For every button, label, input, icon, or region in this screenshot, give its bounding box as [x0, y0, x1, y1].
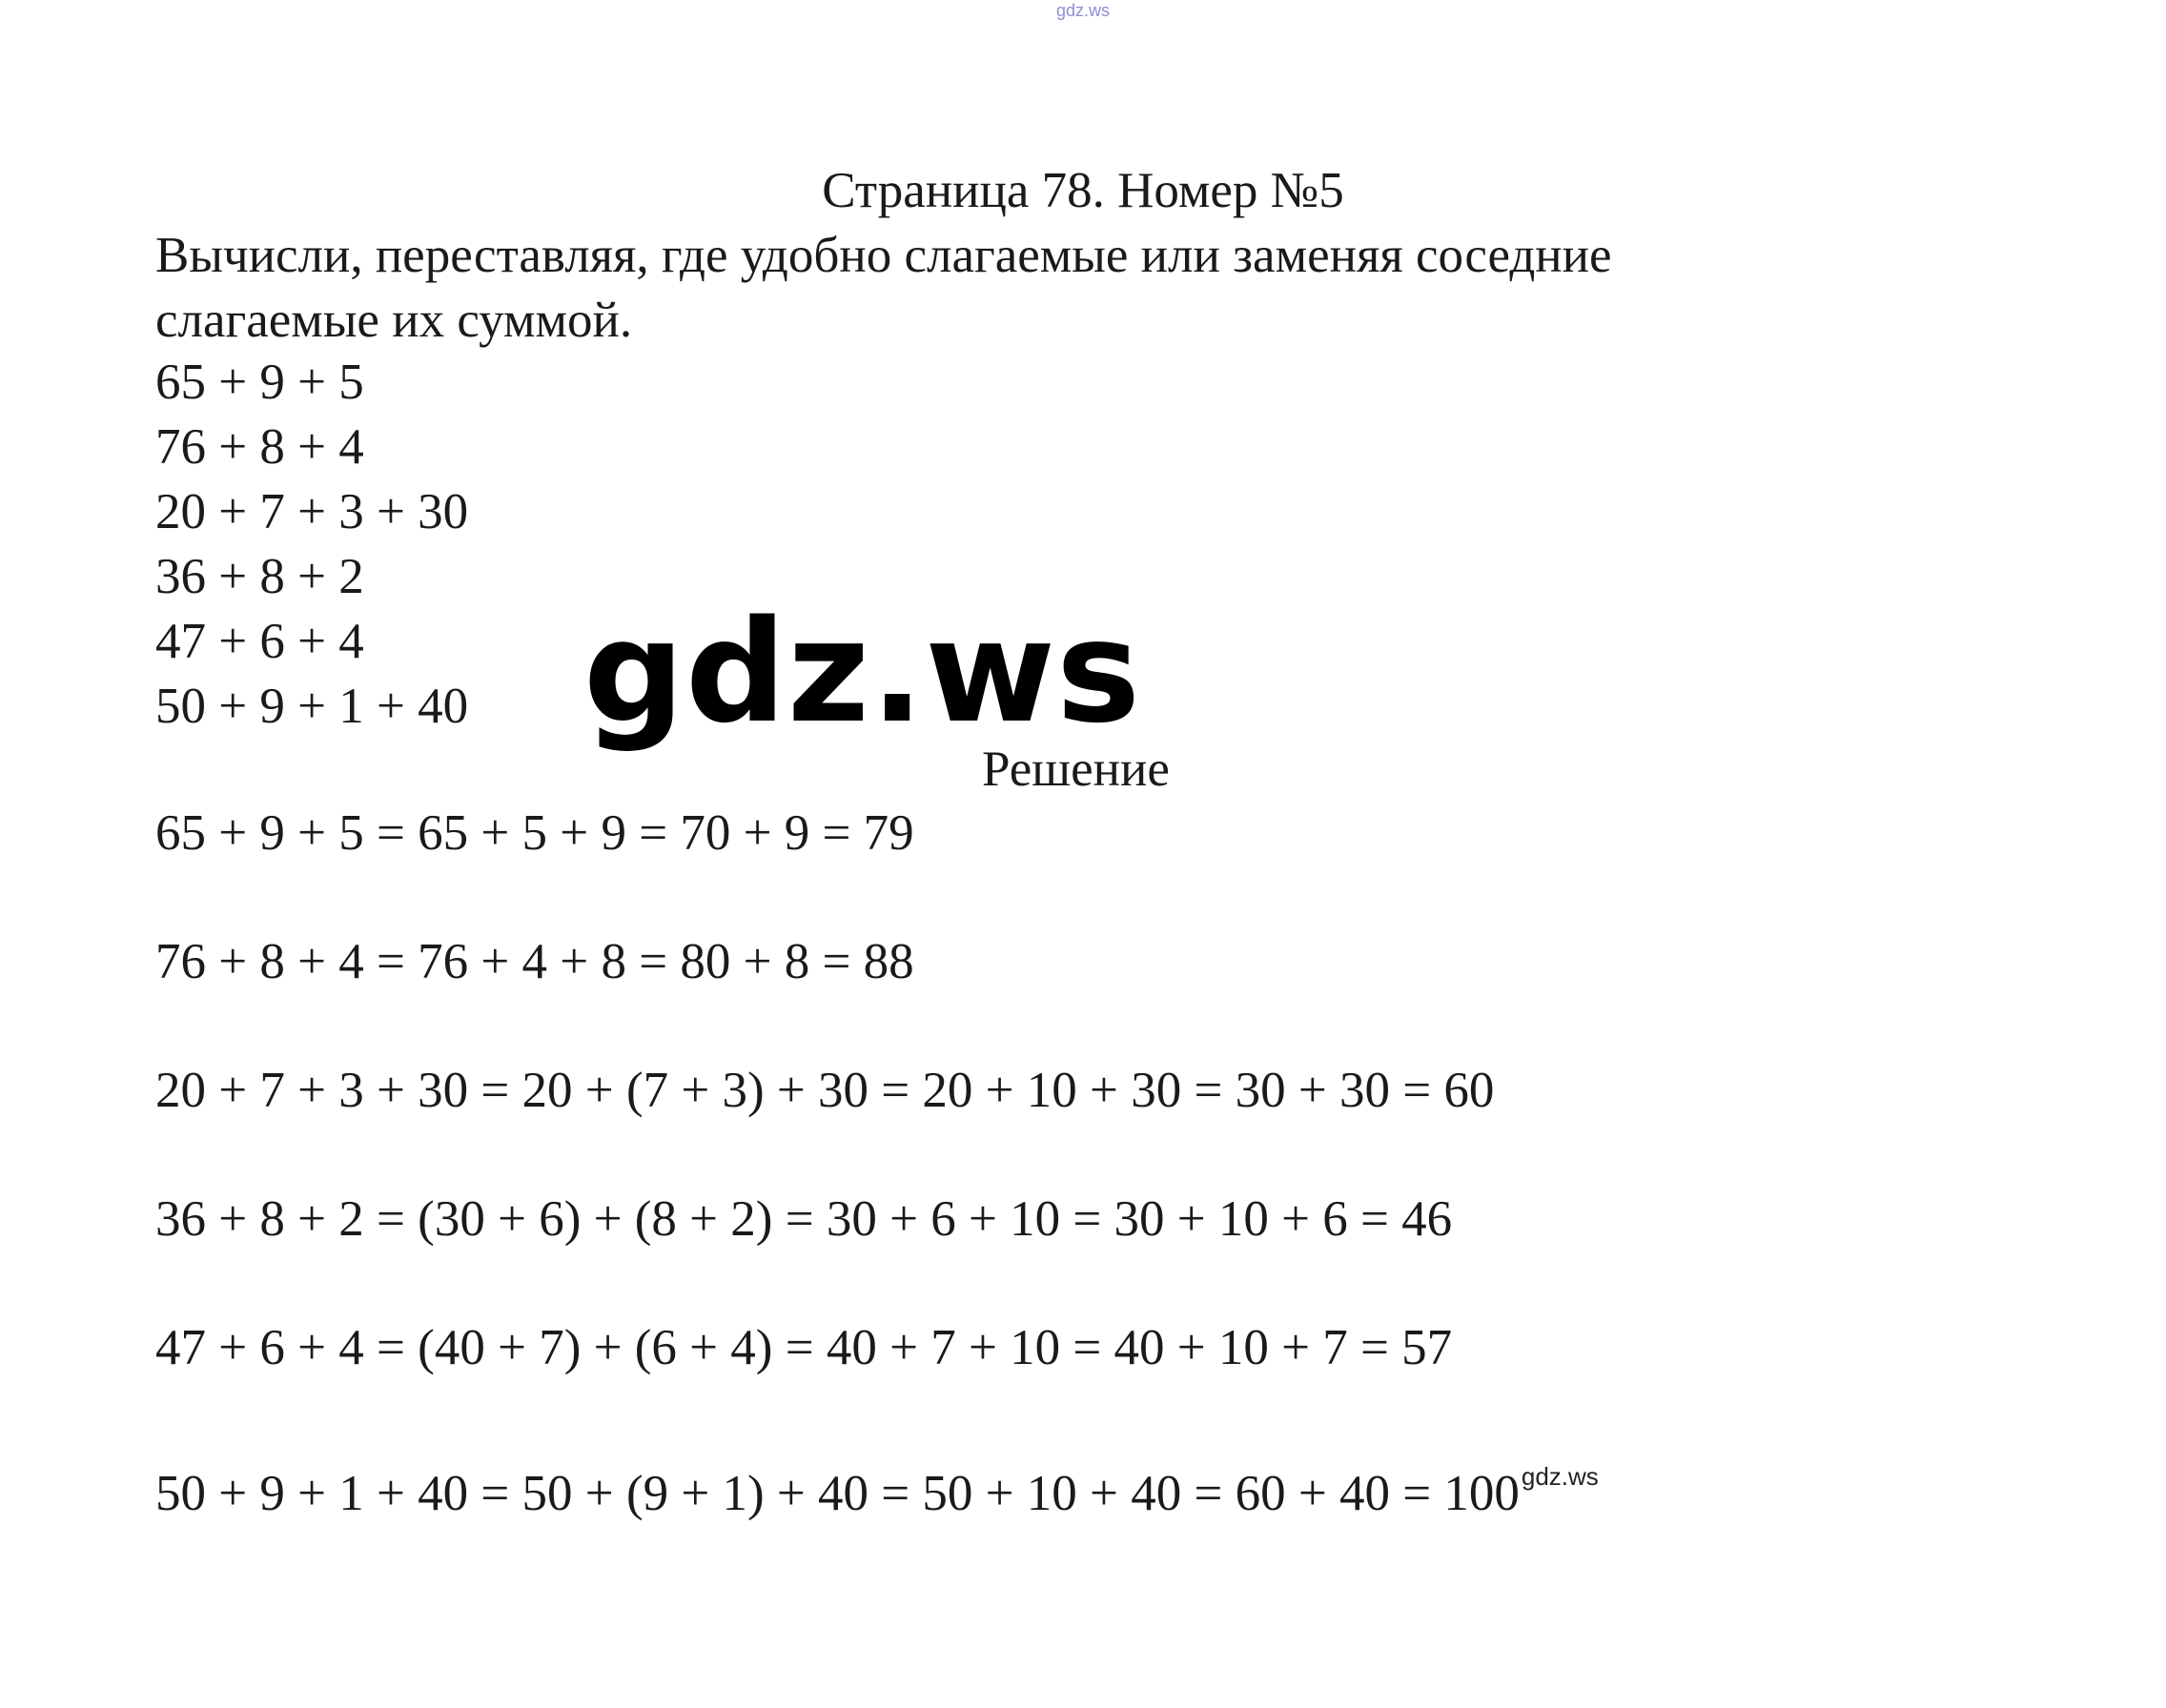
top-watermark: gdz.ws: [1055, 1, 1111, 20]
solution-line-5: 47 + 6 + 4 = (40 + 7) + (6 + 4) = 40 + 7 + 10 = 40 + 10 + 7 = 57: [155, 1320, 1453, 1375]
expression-3: 20 + 7 + 3 + 30: [155, 484, 469, 539]
expression-1: 65 + 9 + 5: [155, 355, 364, 410]
center-watermark: gdz.ws: [583, 590, 1142, 754]
solution-line-2: 76 + 8 + 4 = 76 + 4 + 8 = 80 + 8 = 88: [155, 934, 914, 989]
solution-line-6-row: [155, 1444, 1599, 1573]
expression-4: 36 + 8 + 2: [155, 549, 364, 604]
inline-watermark: gdz.ws: [1521, 1462, 1599, 1491]
expression-2: 76 + 8 + 4: [155, 419, 364, 475]
expression-6: 50 + 9 + 1 + 40: [155, 679, 469, 734]
solution-line-6: 50 + 9 + 1 + 40 = 50 + (9 + 1) + 40 = 50 + 10 + 40 = 60 + 40 = 100: [155, 1466, 1520, 1521]
solution-line-4: 36 + 8 + 2 = (30 + 6) + (8 + 2) = 30 + 6 + 10 = 30 + 10 + 6 = 46: [155, 1191, 1453, 1247]
solution-list: [155, 801, 1599, 1573]
solution-line-3: 20 + 7 + 3 + 30 = 20 + (7 + 3) + 30 = 20 + 10 + 30 = 30 + 30 = 60: [155, 1063, 1495, 1118]
task-line-2: слагаемые их суммой.: [155, 293, 633, 348]
solution-line-1: 65 + 9 + 5 = 65 + 5 + 9 = 70 + 9 = 79: [155, 805, 914, 861]
page-title: Страница 78. Номер №5: [822, 163, 1344, 218]
solution-heading: Решение: [982, 742, 1170, 797]
expression-5: 47 + 6 + 4: [155, 614, 364, 669]
task-statement: [155, 223, 2014, 353]
expression-list: [155, 350, 468, 739]
task-line-1: Вычисли, переставляя, где удобно слагаемые или заменяя соседние: [155, 228, 1612, 283]
